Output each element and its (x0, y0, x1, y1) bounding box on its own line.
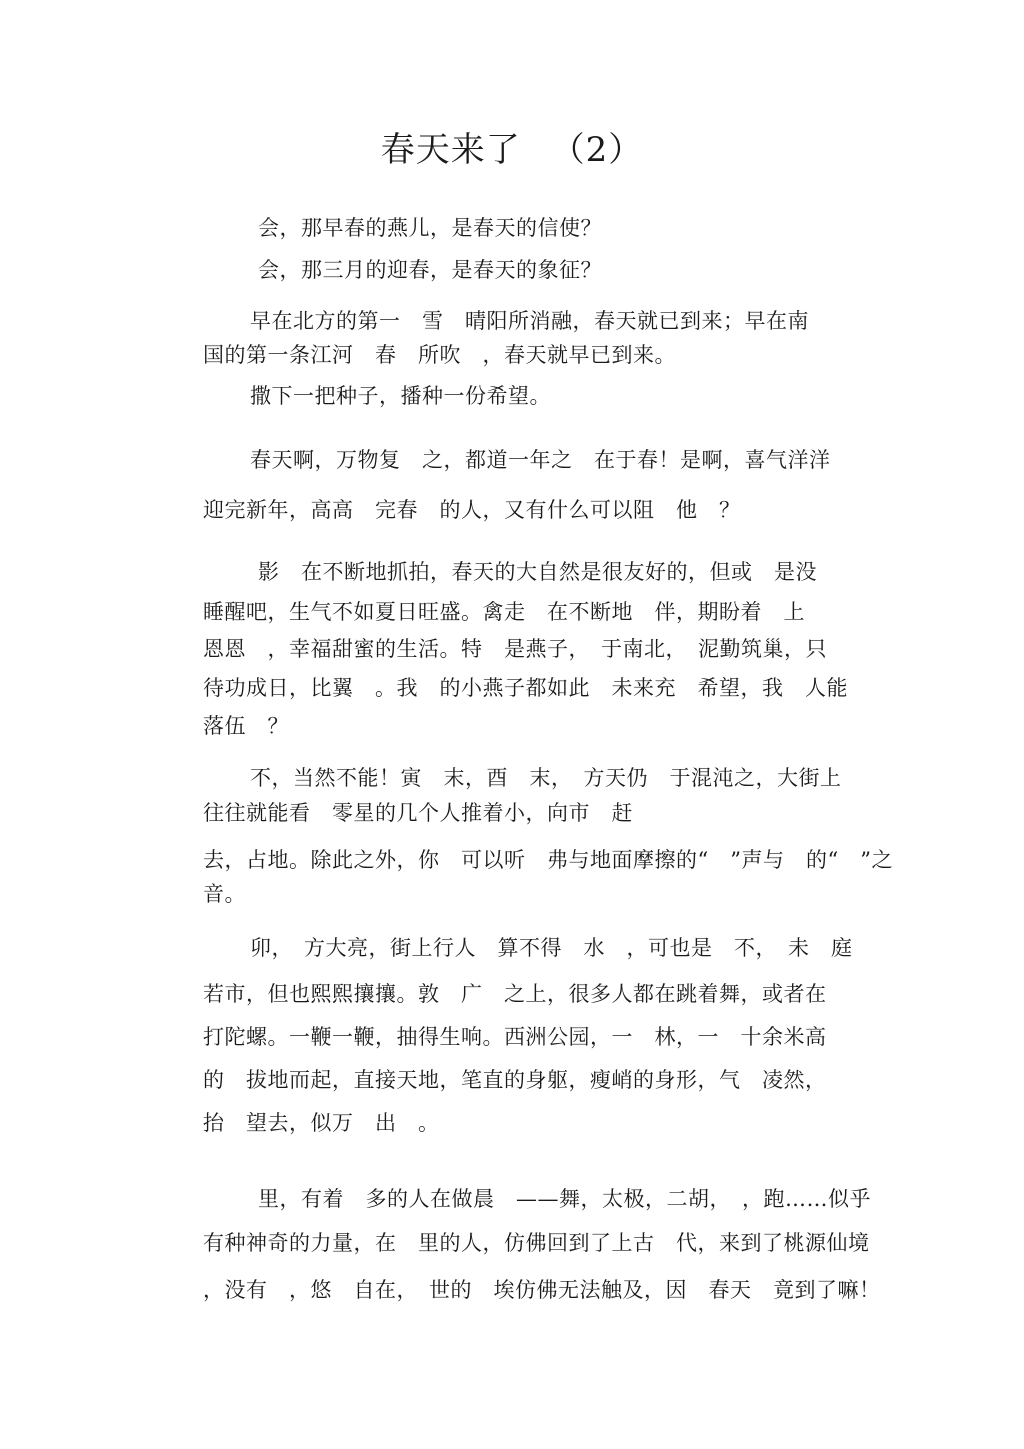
text-line: 恩恩 ，幸福甜蜜的生活。特 是燕子， 于南北， 泥勤筑巢，只 (203, 637, 827, 661)
text-line: 音。 (203, 882, 246, 906)
text-line: 往往就能看 零星的几个人推着小，向市 赶 (203, 801, 633, 825)
text-line: 会，那早春的燕儿，是春天的信使？ (258, 216, 602, 240)
text-line: 国的第一条江河 春 所吹 ，春天就早已到来。 (203, 343, 676, 367)
text-line: 撒下一把种子，播种一份希望。 (250, 384, 551, 408)
text-line: 迎完新年，高高 完春 的人，又有什么可以阻 他 ？ (203, 498, 741, 522)
text-line: 会，那三月的迎春，是春天的象征？ (258, 258, 602, 282)
document-title: 春天来了 （2） (380, 130, 644, 170)
text-line: 落伍 ？ (203, 714, 289, 738)
text-line: 睡醒吧，生气不如夏日旺盛。禽走 在不断地 伴，期盼着 上 (203, 600, 805, 624)
text-line: 里，有着 多的人在做晨 ——舞，太极，二胡， ，跑……似乎 (258, 1187, 871, 1211)
text-line: 不，当然不能！寅 末，酉 末， 方天仍 于混沌之，大街上 (250, 766, 842, 790)
text-line: 影 在不断地抓拍，春天的大自然是很友好的，但或 是没 (258, 560, 817, 584)
text-line: 卯， 方大亮，街上行人 算不得 水 ，可也是 不， 未 庭 (250, 936, 853, 960)
text-line: 若市，但也熙熙攘攘。敦 广 之上，很多人都在跳着舞，或者在 (203, 982, 827, 1006)
text-line: 待功成日，比翼 。我 的小燕子都如此 未来充 希望，我 人能 (203, 676, 848, 700)
text-line: ，没有 ，悠 自在， 世的 埃仿佛无法触及，因 春天 竟到了嘛！ (203, 1278, 881, 1302)
text-line: 抬 望去，似万 出 。 (203, 1111, 440, 1135)
text-line: 有种神奇的力量，在 里的人，仿佛回到了上古 代，来到了桃源仙境 (203, 1231, 870, 1255)
text-line: 早在北方的第一 雪 晴阳所消融，春天就已到来；早在南 (250, 309, 809, 333)
text-line: 的 拔地而起，直接天地，笔直的身躯，瘦峭的身形，气 凌然， (203, 1068, 827, 1092)
text-line: 春天啊，万物复 之，都道一年之 在于春！是啊，喜气洋洋 (250, 448, 831, 472)
text-line: 去，占地。除此之外，你 可以听 弗与地面摩擦的“ ”声与 的“ ”之 (203, 848, 893, 872)
text-line: 打陀螺。一鞭一鞭，抽得生响。西洲公园，一 林，一 十余米高 (203, 1025, 827, 1049)
